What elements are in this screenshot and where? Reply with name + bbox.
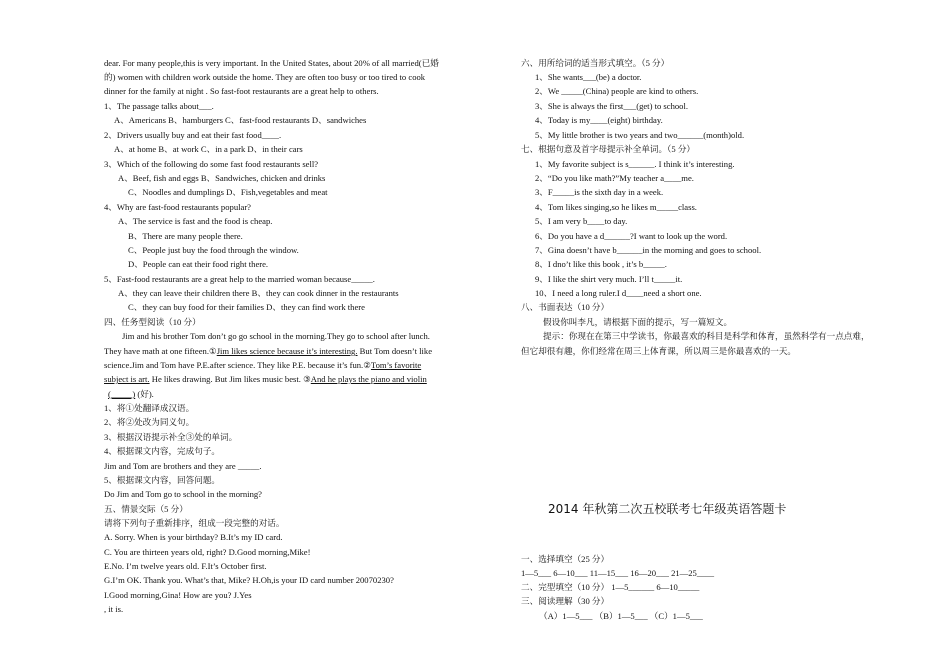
passage-line: dinner for the family at night . So fast-foot restaurants are a great help to others. [104,86,379,96]
word-item: 1、My favorite subject is s______. I think it’s interesting. [535,159,735,169]
section-8-title: 八、书面表达（10 分） [521,302,610,312]
fill-item: 4、Today is my____(eight) birthday. [535,115,663,125]
answer-card-title: 2014 年秋第二次五校联考七年级英语答题卡 [548,502,787,516]
reading-passage: Jim and his brother Tom don’t go go school in the morning.They go to school after lunch. [122,331,430,341]
dialogue-line: C. You are thirteen years old, right? D.Good morning,Mike! [104,547,311,557]
word-item: 3、F_____is the sixth day in a week. [535,187,664,197]
question-3-options: C、Noodles and dumplings D、Fish,vegetables and meat [128,187,328,197]
fill-item: 2、We _____(China) people are kind to others. [535,86,699,96]
question-2: 2、Drivers usually buy and eat their fast food____. [104,130,282,140]
task-2: 2、将②处改为同义句。 [104,417,195,427]
task-5: 5、根据课文内容，回答问题。 [104,475,221,485]
task-4: 4、根据课文内容，完成句子。 [104,446,221,456]
fill-item: 1、She wants___(be) a doctor. [535,72,642,82]
word-item: 5、I am very b____to day. [535,216,628,226]
question-4-option: B、There are many people there. [128,231,243,241]
answer-section-1: 一、选择填空（25 分） [521,554,610,564]
fill-item: 5、My little brother is two years and two______(month)old. [535,130,745,140]
question-5: 5、Fast-food restaurants are a great help to the married woman because_____. [104,274,375,284]
question-2-options: A、at home B、at work C、in a park D、in their cars [114,144,303,154]
dialogue-line: E.No. I’m twelve years old. F.It’s October first. [104,561,267,571]
word-item: 9、I like the shirt very much. I’ll t_____it. [535,274,683,284]
dialogue-line: I.Good morning,Gina! How are you? J.Yes [104,590,252,600]
question-4: 4、Why are fast-food restaurants popular? [104,202,251,212]
question-3-options: A、Beef, fish and eggs B、Sandwiches, chicken and drinks [118,173,326,183]
question-1-options: A、Americans B、hamburgers C、fast-food restaurants D、sandwiches [114,115,367,125]
reading-passage: science.Jim and Tom have P.E.after science. They like P.E. because it’s fun.②Tom’s favorite [104,360,422,370]
task-1: 1、将①处翻译成汉语。 [104,403,195,413]
question-4-option: D、People can eat their food right there. [128,259,269,269]
question-5-options: A、they can leave their children there B、they can cook dinner in the restaurants [118,288,399,298]
question-1: 1、The passage talks about___. [104,101,214,111]
task-4-sentence: Jim and Tom are brothers and they are _____. [104,461,262,471]
section-5-title: 五、情景交际（5 分） [104,504,188,514]
section-6-title: 六、用所给词的适当形式填空。（5 分） [521,58,670,68]
word-item: 8、I dno’t like this book , it’s b_____. [535,259,667,269]
reading-passage: subject is art. He likes drawing. But Jim likes music best. ③And he plays the piano and violin [104,374,427,384]
passage-line: dear. For many people,this is very important. In the United States, about 20% of all married(已婚 [104,58,439,68]
word-item: 6、Do you have a d______?I want to look up the word. [535,231,728,241]
section-5-instruction: 请将下列句子重新排序，组成一段完整的对话。 [104,518,285,528]
writing-prompt: 假设你叫李凡，请根据下面的提示，写一篇短文。 [543,317,733,327]
section-7-title: 七、根据句意及首字母提示补全单词。（5 分） [521,144,696,154]
reading-passage: (_____) (好). [108,389,154,399]
word-item: 4、Tom likes singing,so he likes m_____class. [535,202,697,212]
answer-line: 1—5___ 6—10___ 11—15___ 16—20___ 21—25____ [521,568,715,578]
writing-prompt: 提示：你现在在第三中学读书，你最喜欢的科目是科学和体育，虽然科学有一点点难， [543,331,870,341]
answer-line: （A）1—5___ （B）1—5___ （C）1—5___ [539,611,703,621]
writing-prompt: 但它却很有趣，你们经常在周三上体育课，所以周三是你最喜欢的一天。 [521,346,797,356]
question-5-options: C、they can buy food for their families D、they can find work there [128,302,365,312]
dialogue-line: A. Sorry. When is your birthday? B.It’s my ID card. [104,532,283,542]
section-4-title: 四、任务型阅读（10 分） [104,317,201,327]
reading-passage: They have math at one fifteen.①Jim likes science because it’s interesting. But Tom doesn’t like [104,346,433,356]
fill-item: 3、She is always the first___(get) to school. [535,101,688,111]
word-item: 7、Gina doesn’t have b______in the morning and goes to school. [535,245,762,255]
question-4-option: A、The service is fast and the food is cheap. [118,216,273,226]
answer-section-2: 二、完型填空（10 分） 1—5______ 6—10_____ [521,582,700,592]
dialogue-line: G.I’m OK. Thank you. What’s that, Mike? H.Oh,is your ID card number 20070230? [104,575,394,585]
task-5-sentence: Do Jim and Tom go to school in the morning? [104,489,262,499]
dialogue-line: , it is. [104,604,124,614]
passage-line: 的) women with children work outside the home. They are often too busy or too tired to cook [104,72,426,82]
question-4-option: C、People just buy the food through the window. [128,245,299,255]
task-3: 3、根据汉语提示补全③处的单词。 [104,432,238,442]
word-item: 10、I need a long ruler.I d____need a short one. [535,288,702,298]
answer-section-3: 三、阅读理解（30 分） [521,596,610,606]
word-item: 2、“Do you like math?”My teacher a____me. [535,173,694,183]
question-3: 3、Which of the following do some fast food restaurants sell? [104,159,319,169]
